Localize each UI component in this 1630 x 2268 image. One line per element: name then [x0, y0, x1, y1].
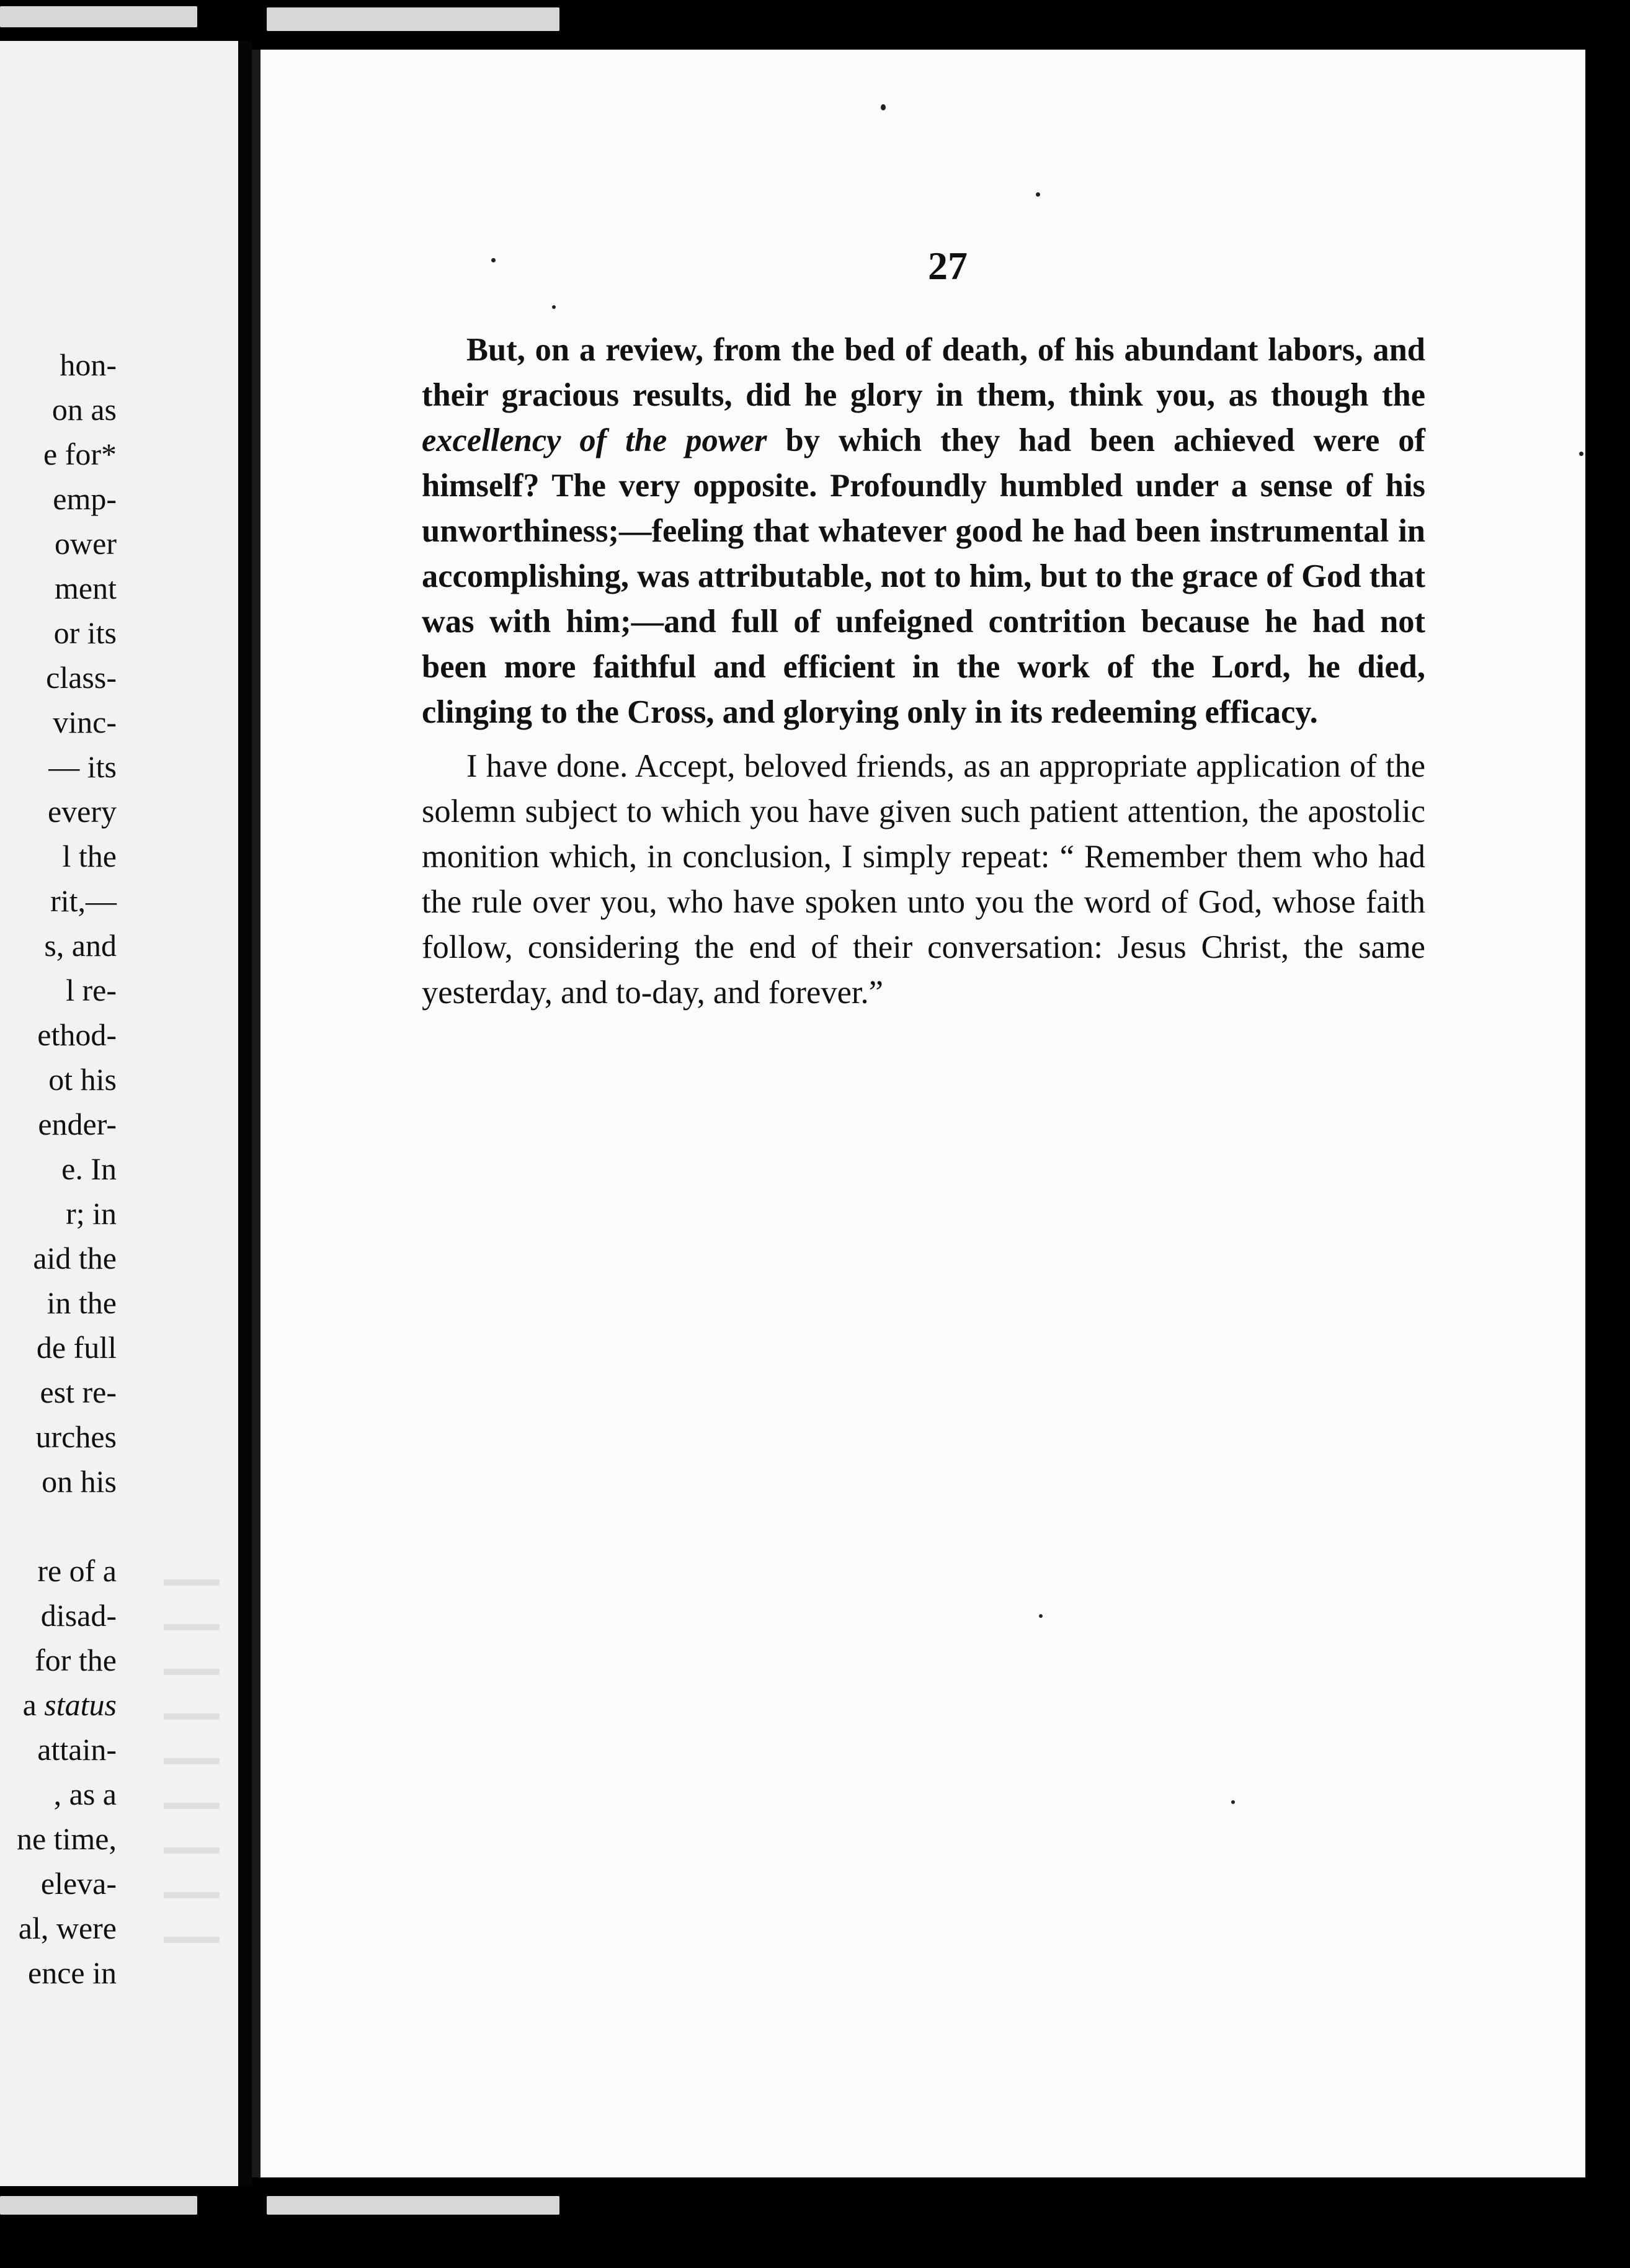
- facing-page-line: ower: [55, 526, 117, 561]
- book-gutter: [238, 41, 252, 2186]
- facing-page-text: [17, 342, 117, 1995]
- facing-page-line: on as: [51, 392, 117, 427]
- facing-page-line: r; in: [66, 1196, 117, 1231]
- facing-page-line: ethod-: [37, 1017, 117, 1052]
- facing-page-line: or its: [53, 615, 117, 650]
- dust-speck: [552, 305, 556, 309]
- facing-page-line: — its: [48, 749, 117, 784]
- paragraph-1: [422, 328, 1425, 735]
- facing-page-line: ment: [55, 571, 117, 605]
- facing-page-left: [0, 41, 238, 2186]
- facing-page-line: for the: [35, 1643, 117, 1677]
- dust-speck: [1579, 452, 1583, 456]
- page-number: 27: [928, 244, 968, 288]
- show-through-text: [164, 1579, 220, 1952]
- paragraph-1-rest: by which they had been achieved were of himself? The very opposite. Profoundly humbled under a sense of his unworthiness;—feeling that whatever good he had been instrumental in accomplishing, was attributable, not to him, but to the grace of God that was with him;—and full of unfeigned contrition because he had not been more faithful and efficient in the work of the Lord, he died, clinging to the Cross, and glorying only in its redeeming efficacy.: [422, 422, 1425, 730]
- facing-page-line: in the: [47, 1285, 117, 1320]
- facing-page-line: emp-: [53, 481, 117, 516]
- facing-page-line: ot his: [48, 1062, 117, 1097]
- scanner-clamp-top-right: [267, 7, 559, 31]
- facing-page-line: hon-: [60, 347, 117, 382]
- dust-speck: [491, 258, 496, 262]
- facing-page-line: vinc-: [53, 705, 117, 739]
- facing-page-line: every: [47, 794, 117, 829]
- dust-speck: [1036, 192, 1040, 197]
- body-text: [422, 328, 1425, 1016]
- facing-page-line: a status: [22, 1687, 117, 1722]
- facing-page-line: urches: [35, 1419, 117, 1454]
- facing-page-line: al, were: [18, 1911, 117, 1945]
- facing-page-line: l re-: [66, 973, 117, 1007]
- paragraph-2: I have done. Accept, beloved friends, as an appropriate application of the solemn subject to which you have given such patient attention, the apostolic monition which, in conclusion, I simply repeat: “ Remember them who had the rule over you, who have spoken unto you the word of God, whose faith follow, considering the end of their conversation: Jesus Christ, the same yesterday, and to-day, and forever.”: [422, 748, 1425, 1011]
- scanner-clamp-bottom-left: [0, 2196, 197, 2215]
- facing-page-line: class-: [46, 660, 117, 695]
- page-right: [252, 50, 1585, 2177]
- facing-page-line: e for*: [43, 437, 117, 471]
- facing-page-line: [17, 1504, 117, 1548]
- scanner-clamp-bottom-right: [267, 2196, 559, 2215]
- facing-page-line: aid the: [33, 1241, 117, 1275]
- facing-page-line: s, and: [44, 928, 117, 963]
- dust-speck: [1231, 1800, 1235, 1804]
- facing-page-line: on his: [42, 1464, 117, 1499]
- facing-page-line: , as a: [53, 1777, 117, 1811]
- facing-page-line: ne time,: [16, 1821, 117, 1856]
- dust-speck: [881, 104, 886, 110]
- facing-page-line: rit,—: [50, 883, 117, 918]
- facing-page-line: attain-: [37, 1732, 117, 1767]
- facing-page-line: re of a: [37, 1553, 117, 1588]
- facing-page-line: ence in: [28, 1955, 117, 1990]
- facing-page-line: elevа-: [40, 1866, 117, 1901]
- paragraph-1-lead: But, on a review, from the bed of death, of his abundant labors, and their gracious results, did he glory in them, think you, as though the: [422, 332, 1425, 413]
- paragraph-1-emphasis: excellency of the power: [422, 422, 767, 458]
- facing-page-line: disad-: [40, 1598, 117, 1633]
- scanner-clamp-top-left: [0, 6, 197, 27]
- facing-page-line: est re-: [40, 1375, 117, 1409]
- facing-page-line: de full: [36, 1330, 117, 1365]
- dust-speck: [1039, 1614, 1043, 1618]
- facing-page-line: ender-: [38, 1107, 117, 1141]
- facing-page-line: e. In: [61, 1151, 117, 1186]
- facing-page-line: l the: [62, 839, 117, 873]
